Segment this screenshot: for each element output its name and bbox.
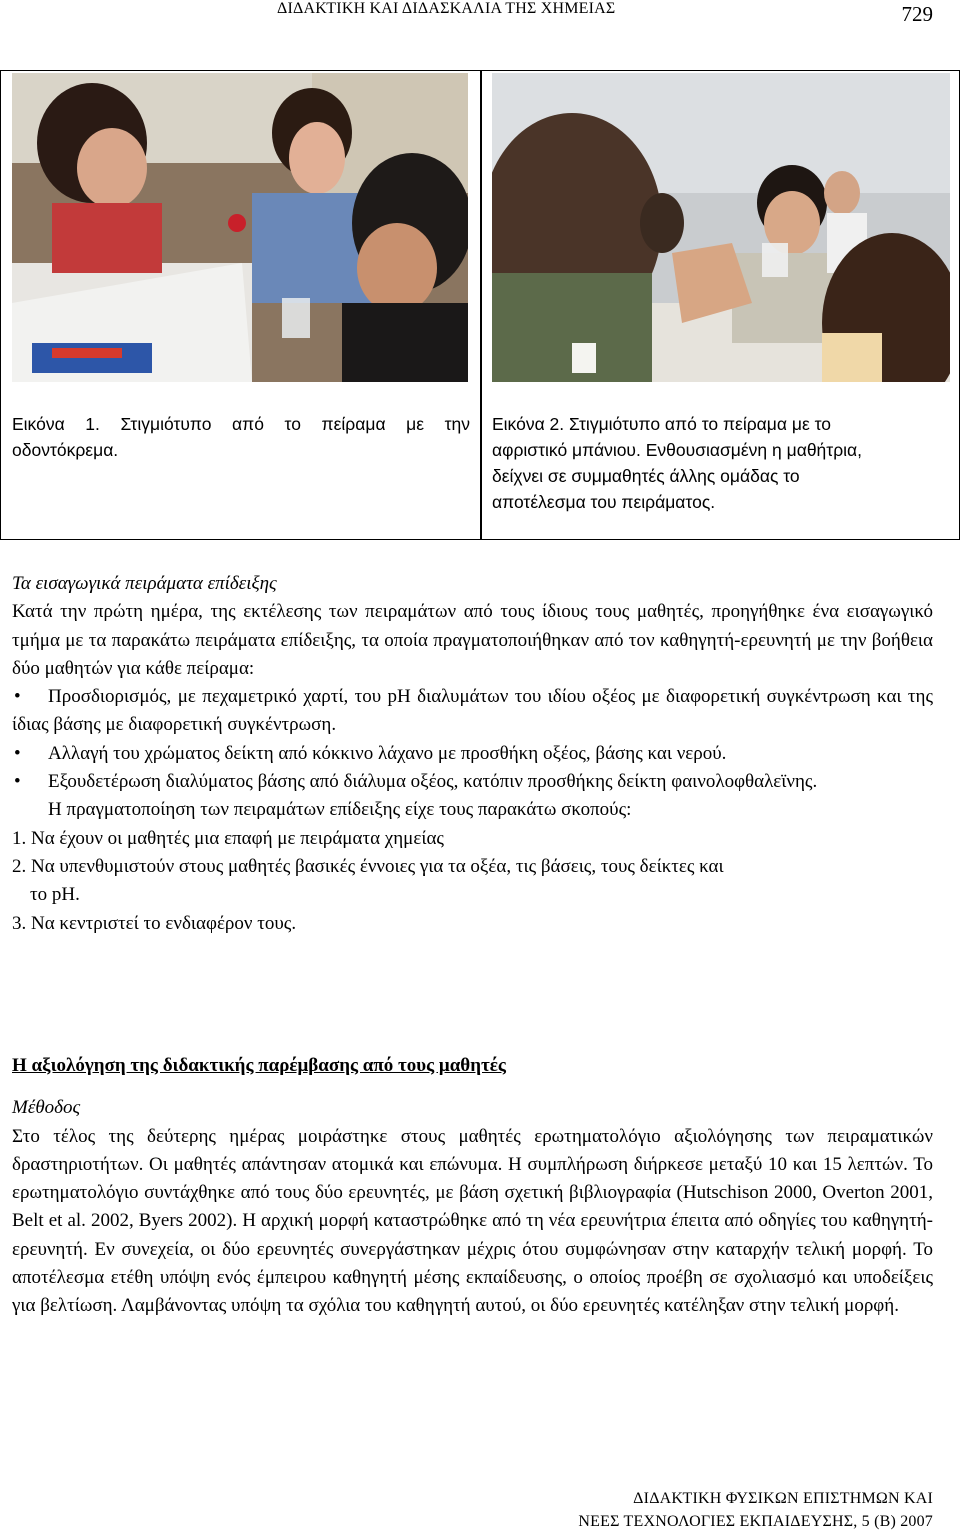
running-foot (578, 1487, 933, 1533)
bullet-item (12, 683, 933, 740)
figure-2-line-4: αποτέλεσμα του πειράματος. (492, 492, 716, 512)
figure-2-line-1: Στιγμιότυπο από το πείραμα με το (569, 414, 832, 434)
bullet-item (12, 768, 933, 796)
figure-2-label: Εικόνα 2. (492, 414, 565, 434)
section-1-intro: Κατά την πρώτη ημέρα, της εκτέλεσης των πειραμάτων από τους ίδιους τους μαθητές, προηγήθηκε ένα εισαγωγικό τμήμα με τα παρακάτω πειράματα επίδειξης, τα οποία πραγματοποιήθηκαν από τον καθηγητή-ερευνητή με την βοήθεια δύο μαθητών για κάθε πείραμα: (12, 601, 933, 679)
figure-divider (480, 71, 482, 539)
bullet-text: Προσδιορισμός, με πεχαμετρικό χαρτί, του pH διαλυμάτων του ιδίου οξέος με διαφορετική συγκέντρωση και της ίδιας βάσης με διαφορετική συγκέντρωση. (12, 686, 933, 736)
section-evaluation (12, 1052, 933, 1321)
photo-bubble-bath-experiment (492, 73, 950, 382)
bullet-text: Αλλαγή του χρώματος δείκτη από κόκκινο λάχανο με προσθήκη οξέος, βάσης και νερού. (48, 742, 727, 764)
page-number: 729 (901, 2, 933, 26)
goal-item: 2. Να υπενθυμιστούν στους μαθητές βασικές έννοιες για τα οξέα, τις βάσεις, τους δείκτες και (12, 855, 724, 877)
running-title: ΔΙΔΑΚΤΙΚΗ ΚΑΙ ΔΙΔΑΣΚΑΛΙΑ ΤΗΣ ΧΗΜΕΙΑΣ (277, 0, 616, 17)
goal-item-continuation: το pH. (30, 884, 80, 906)
section-2-paragraph: Στο τέλος της δεύτερης ημέρας μοιράστηκε στους μαθητές ερωτηματολόγιο αξιολόγησης των πειραματικών δραστηριοτήτων. Οι μαθητές απάντησαν ατομικά και επώνυμα. Η συμπλήρωση διήρκεσε μεταξύ 10 και 15 λεπτών. Το ερωτηματολόγιο συντάχθηκε από τους δύο ερευνητές, με βάση σχετική βιβλιογραφία (Hutschison 2000, Overton 2001, Belt et al. 2002, Byers 2002). Η αρχική μορφή καταστρώθηκε από τη νέα ερευνήτρια έπειτα από οδηγίες του καθηγητή-ερευνητή. Εν συνεχεία, οι δύο ερευνητές συνεργάστηκαν μέχρις ότου συμφώνησαν στην καταρχήν τελική μορφή. Το αποτέλεσμα ετέθη υπόψη ενός έμπειρου καθηγητή μέσης εκπαίδευσης, ο οποίος προέβη σε σχολιασμό και υποδείξεις για βελτίωση. Λαμβάνοντας υπόψη τα σχόλια του καθηγητή αυτού, οι δύο ερευνητές κατέληξαν στην τελική μορφή. (12, 1125, 933, 1317)
figure-2-line-2: αφριστικό μπάνιου. Ενθουσιασμένη η μαθήτρια, (492, 440, 863, 460)
section-1-heading: Τα εισαγωγικά πειράματα επίδειξης (12, 573, 277, 594)
bullet-icon: • (14, 742, 21, 764)
section-2-heading: Η αξιολόγηση της διδακτικής παρέμβασης από τους μαθητές (12, 1055, 506, 1076)
footer-line-1: ΔΙΔΑΚΤΙΚΗ ΦΥΣΙΚΩΝ ΕΠΙΣΤΗΜΩΝ ΚΑΙ (633, 1490, 933, 1507)
bullet-icon: • (14, 686, 21, 708)
figure-2-line-3: δείχνει σε συμμαθητές άλλης ομάδας το (492, 466, 800, 486)
figure-1-text: Στιγμιότυπο από το πείραμα με την οδοντόκρεμα. (12, 414, 470, 460)
figure-1-label: Εικόνα 1. (12, 414, 100, 434)
figure-table (0, 70, 960, 540)
section-2-subheading: Μέθοδος (12, 1097, 81, 1119)
bullet-icon: • (14, 771, 21, 793)
figure-1-caption (12, 411, 470, 463)
goal-item: 3. Να κεντριστεί το ενδιαφέρον τους. (12, 912, 297, 934)
photo-toothpaste-experiment (12, 73, 468, 382)
figure-2-caption (492, 411, 942, 515)
goal-item: 1. Να έχουν οι μαθητές μια επαφή με πειράματα χημείας (12, 827, 444, 849)
bullet-item (12, 740, 933, 768)
footer-line-2: ΝΕΕΣ ΤΕΧΝΟΛΟΓΙΕΣ ΕΚΠΑΙΔΕΥΣΗΣ, 5 (Β) 2007 (578, 1513, 933, 1530)
goals-intro: Η πραγματοποίηση των πειραμάτων επίδειξης είχε τους παρακάτω σκοπούς: (48, 799, 632, 821)
section-demonstration-experiments (12, 570, 933, 938)
bullet-text: Εξουδετέρωση διαλύματος βάσης από διάλυμα οξέος, κατόπιν προσθήκης δείκτη φαινολοφθαλεϊνης. (48, 771, 818, 793)
running-head (0, 0, 960, 30)
